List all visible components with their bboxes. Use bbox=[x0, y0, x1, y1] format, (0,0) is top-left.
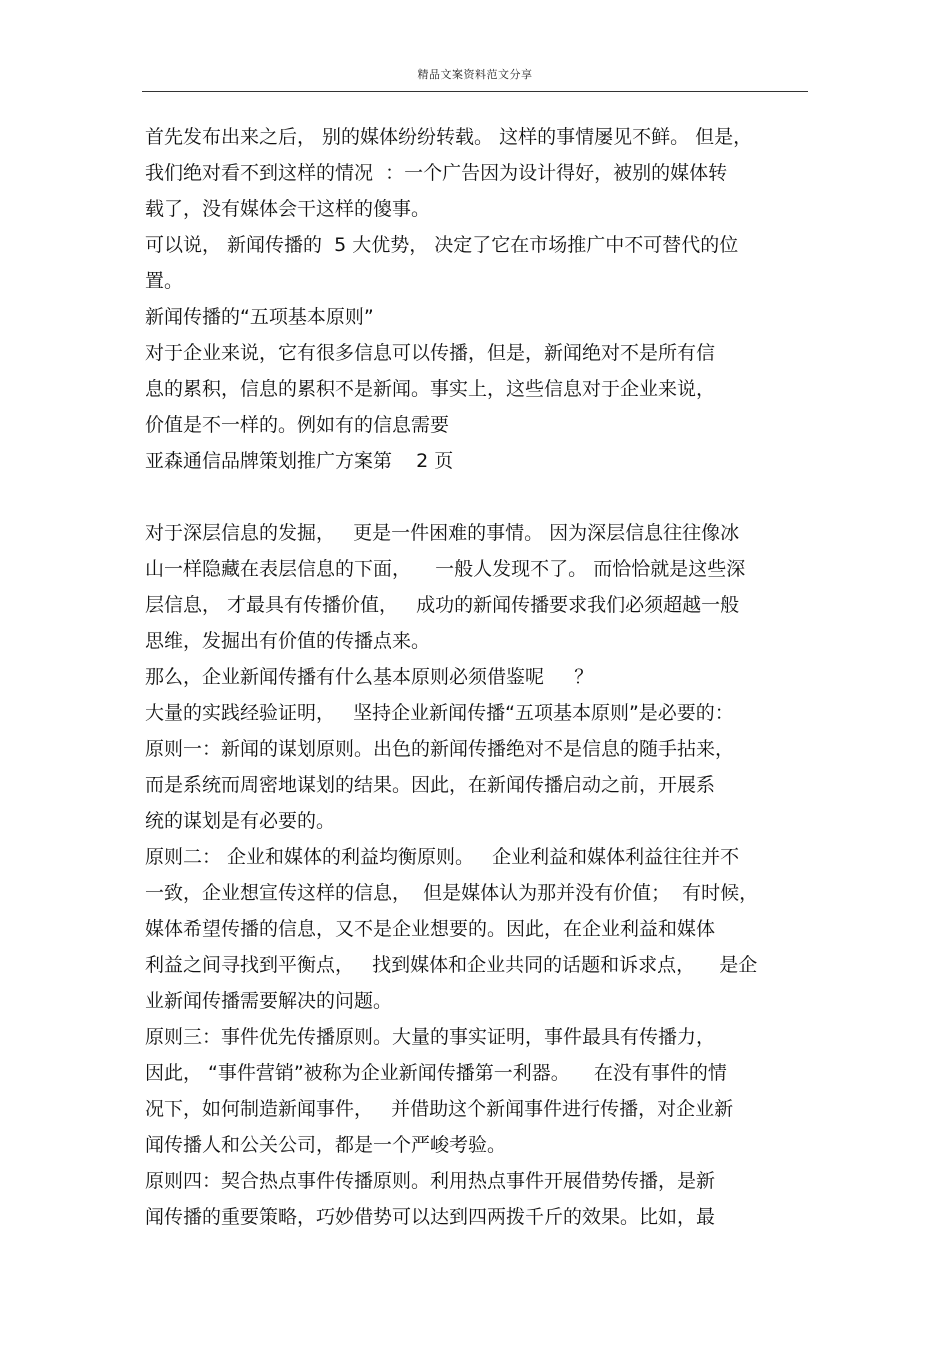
text-line: 我们绝对看不到这样的情况 ：一个广告因为设计得好，被别的媒体转 bbox=[145, 162, 728, 184]
text-line: 闻传播人和公关公司，都是一个严峻考验。 bbox=[145, 1134, 507, 1156]
blank-line bbox=[145, 479, 815, 515]
text-line: 首先发布出来之后， 别的媒体纷纷转载。 这样的事情屡见不鲜。 但是， bbox=[145, 126, 753, 148]
text-line: 那么，企业新闻传播有什么基本原则必须借鉴呢 ？ bbox=[145, 666, 594, 688]
text-line: 况下，如何制造新闻事件， 并借助这个新闻事件进行传播，对企业新 bbox=[145, 1098, 734, 1120]
body-text bbox=[145, 119, 815, 1235]
text-line: 利益之间寻找到平衡点， 找到媒体和企业共同的话题和诉求点， 是企 bbox=[145, 954, 758, 976]
text-line: 思维，发掘出有价值的传播点来。 bbox=[145, 630, 431, 652]
section-heading: 新闻传播的“五项基本原则” bbox=[145, 306, 374, 328]
page-header-title: 精品文案资料范文分享 bbox=[417, 68, 533, 81]
principle-four: 原则四：契合热点事件传播原则。利用热点事件开展借势传播，是新 bbox=[145, 1170, 716, 1192]
text-line: 可以说， 新闻传播的 5 大优势， 决定了它在市场推广中不可替代的位 bbox=[145, 234, 739, 256]
text-line: 业新闻传播需要解决的问题。 bbox=[145, 990, 393, 1012]
text-line: 层信息， 才最具有传播价值， 成功的新闻传播要求我们必须超越一般 bbox=[145, 594, 740, 616]
text-line: 价值是不一样的。例如有的信息需要 bbox=[145, 414, 450, 436]
text-line: 山一样隐藏在表层信息的下面， 一般人发现不了。 而恰恰就是这些深 bbox=[145, 558, 746, 580]
text-line: 大量的实践经验证明， 坚持企业新闻传播“五项基本原则”是必要的： bbox=[145, 702, 734, 724]
principle-two: 原则二： 企业和媒体的利益均衡原则。 企业利益和媒体利益往往并不 bbox=[145, 846, 740, 868]
text-line: 对于深层信息的发掘， 更是一件困难的事情。 因为深层信息往往像冰 bbox=[145, 522, 740, 544]
text-line: 一致，企业想宣传这样的信息， 但是媒体认为那并没有价值； 有时候， bbox=[145, 882, 759, 904]
principle-three: 原则三：事件优先传播原则。大量的事实证明，事件最具有传播力， bbox=[145, 1026, 716, 1048]
text-line: 闻传播的重要策略，巧妙借势可以达到四两拨千斤的效果。比如，最 bbox=[145, 1206, 716, 1228]
text-line: 而是系统而周密地谋划的结果。因此，在新闻传播启动之前，开展系 bbox=[145, 774, 716, 796]
header-divider bbox=[142, 91, 808, 92]
page-footer-note: 亚森通信品牌策划推广方案第 2 页 bbox=[145, 450, 454, 472]
text-line: 因此， “事件营销”被称为企业新闻传播第一利器。 在没有事件的情 bbox=[145, 1062, 727, 1084]
text-line: 媒体希望传播的信息，又不是企业想要的。因此，在企业利益和媒体 bbox=[145, 918, 716, 940]
text-line: 载了，没有媒体会干这样的傻事。 bbox=[145, 198, 431, 220]
text-line: 统的谋划是有必要的。 bbox=[145, 810, 336, 832]
principle-one: 原则一：新闻的谋划原则。出色的新闻传播绝对不是信息的随手拈来， bbox=[145, 738, 735, 760]
text-line: 对于企业来说，它有很多信息可以传播，但是，新闻绝对不是所有信 bbox=[145, 342, 716, 364]
text-line: 置。 bbox=[145, 270, 184, 292]
text-line: 息的累积，信息的累积不是新闻。事实上，这些信息对于企业来说， bbox=[145, 378, 716, 400]
